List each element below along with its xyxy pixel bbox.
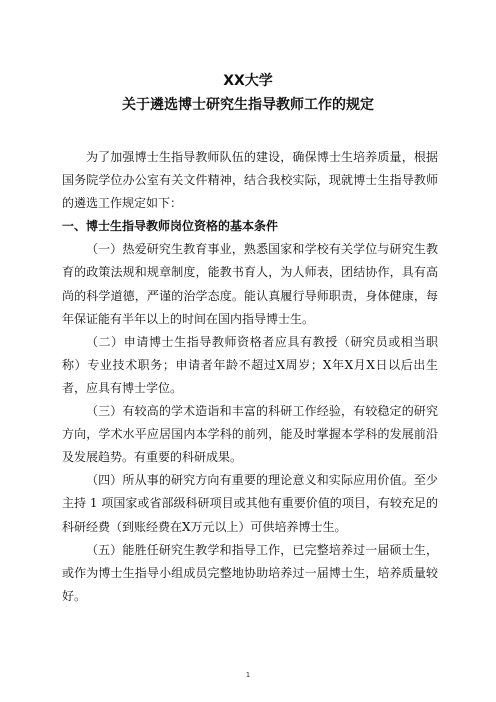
page-number: 1 — [245, 671, 251, 679]
school-name: XX大学 — [223, 73, 273, 89]
item-paragraph-3: （三）有较高的学术造诣和丰富的科研工作经验，有较稳定的研究方向，学术水平应居国内本学科的前列，能及时掌握本学科的发展前沿及发展趋势。有重要的科研成果。 — [62, 404, 438, 465]
item-paragraph-5: （五）能胜任研究生教学和指导工作，已完整培养过一届硕士生，或作为博士生指导小组成员完整地协助培养过一届博士生，培养质量较好。 — [62, 542, 438, 603]
document-title: 关于遴选博士研究生指导教师工作的规定 — [122, 97, 374, 113]
intro-paragraph: 为了加强博士生指导教师队伍的建设，确保博士生培养质量，根据国务院学位办公室有关文件精神，结合我校实际，现就博士生指导教师的遴选工作规定如下： — [62, 150, 438, 211]
document-body — [62, 146, 438, 608]
item-paragraph-2: （二）申请博士生指导教师资格者应具有教授（研究员或相当职称）专业技术职务；申请者年龄不超过X周岁；X年X月X日以后出生者，应具有博士学位。 — [62, 334, 438, 395]
item-paragraph-1: （一）热爱研究生教育事业，熟悉国家和学校有关学位与研究生教育的政策法规和规章制度，能教书育人，为人师表，团结协作，具有高尚的科学道德，严谨的治学态度。能认真履行导师职责，身体健康，每年保证能有半年以上的时间在国内指导博士生。 — [62, 242, 438, 326]
section-heading: 一、博士生指导教师岗位资格的基本条件 — [62, 219, 279, 234]
item-paragraph-4: （四）所从事的研究方向有重要的理论意义和实际应用价值。至少主持 1 项国家或省部级科研项目或其他有重要价值的项目，有较充足的科研经费（到账经费在X万元以上）可供培养博士生。 — [62, 473, 438, 534]
